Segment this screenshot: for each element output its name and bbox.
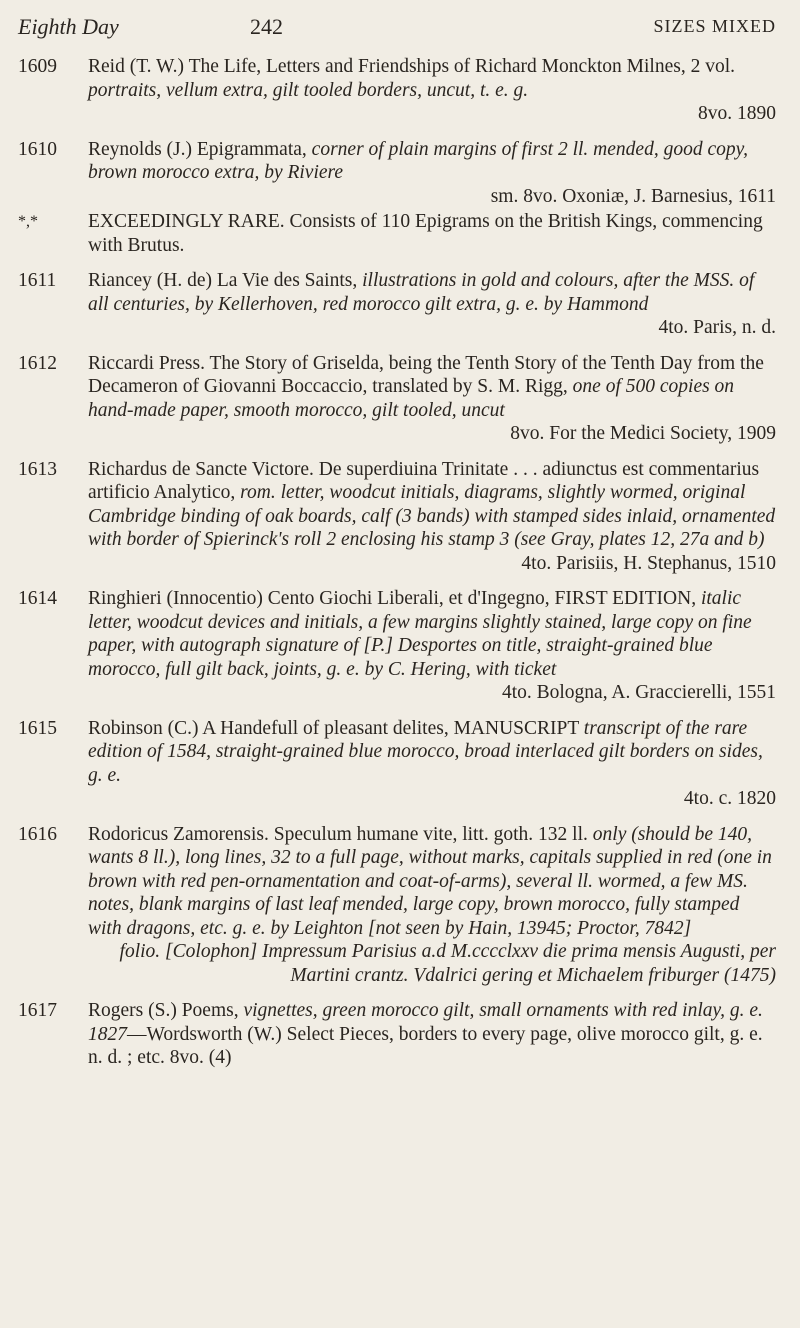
lot-entry [18, 458, 776, 576]
lot-title: Rogers (S.) Poems, [88, 1000, 244, 1021]
lot-imprint: 8vo. For the Medici Society, 1909 [510, 423, 776, 444]
lot-description [88, 55, 776, 126]
lot-title: Richardus de Sancte Victore. De superdiuina Trinitate . . . adiunctus est commentarius artificio Analytico, [88, 458, 760, 503]
lot-number: 1612 [18, 352, 57, 374]
lot-number: 1615 [18, 717, 57, 739]
lot-condition: portraits, vellum extra, gilt tooled borders, uncut, t. e. g. [88, 79, 529, 101]
lot-condition: rom. letter, woodcut initials, diagrams, slightly wormed, original Cambridge binding of oak boards, calf (3 bands) with stamped sides inlaid, ornamented with border of Spierinck's roll 2 enclosing his stamp 3 (see Gray, plates 12, 27a and b) [88, 482, 776, 550]
lot-note [18, 210, 776, 257]
note-text: EXCEEDINGLY RARE. Consists of 110 Epigrams on the British Kings, commencing with Brutus. [88, 211, 763, 256]
lot-title: Riccardi Press. The Story of Griselda, being the Tenth Story of the Tenth Day from the Decameron of Giovanni Boccaccio, translated by S. M. Rigg, [88, 352, 764, 397]
lot-description [88, 717, 776, 811]
lot-condition: italic letter, woodcut devices and initials, a few margins slightly stained, large copy on fine paper, with autograph signature of [P.] Desportes on title, straight-grained blue morocco, full gilt back, joints, g. e. by C. Hering, with ticket [88, 588, 752, 680]
lot-number: 1613 [18, 458, 57, 480]
lot-number: 1617 [18, 1000, 57, 1021]
lot-title: Reid (T. W.) The Life, Letters and Friendships of Richard Monckton Milnes, 2 vol. [88, 56, 736, 77]
lot-condition: one of 500 copies on hand-made paper, smooth morocco, gilt tooled, uncut [88, 376, 735, 421]
lot-description [88, 352, 776, 446]
lot-description [88, 138, 776, 209]
lot-description [88, 458, 776, 576]
lot-entry [18, 587, 776, 705]
lot-description [88, 587, 776, 705]
running-header [18, 14, 776, 44]
lot-description [88, 823, 776, 988]
lot-description [88, 999, 776, 1070]
lot-number: 1614 [18, 588, 57, 609]
lot-imprint: 4to. Bologna, A. Graccierelli, 1551 [501, 682, 776, 703]
lot-entry [18, 269, 776, 340]
lot-imprint: 8vo. 1890 [698, 103, 776, 124]
lot-title: Riancey (H. de) La Vie des Saints, [88, 270, 363, 291]
lot-entry [18, 999, 776, 1070]
lot-title: Ringhieri (Innocentio) Cento Giochi Liberali, et d'Ingegno, FIRST EDITION, [88, 588, 701, 609]
lot-entry [18, 352, 776, 446]
lot-imprint: folio. [Colophon] Impressum Parisius a.d M.cccclxxv die prima mensis Augusti, per Martini crantz. Vdalrici gering et Michaelem friburger (1475) [119, 941, 776, 986]
lot-number: 1616 [18, 823, 57, 845]
lot-condition: vignettes, green morocco gilt, small ornaments with red inlay, g. e. 1827 [88, 1000, 763, 1045]
section-heading: SIZES MIXED [653, 16, 776, 36]
lot-imprint: 4to. Parisiis, H. Stephanus, 1510 [521, 552, 776, 574]
lot-number: 1611 [18, 270, 57, 291]
lot-condition: corner of plain margins of first 2 ll. mended, good copy, brown morocco extra, by Riviere [88, 138, 749, 183]
lot-condition: illustrations in gold and colours, after the MSS. of all centuries, by Kellerhoven, red morocco gilt extra, g. e. by Hammond [88, 270, 755, 315]
lot-title: Rodoricus Zamorensis. Speculum humane vite, litt. goth. 132 ll. [88, 823, 593, 845]
lot-description [88, 269, 776, 340]
lot-imprint: —Wordsworth (W.) Select Pieces, borders to every page, olive morocco gilt, g. e. n. d. ; etc. 8vo. (4) [88, 1023, 763, 1068]
lot-entry [18, 138, 776, 209]
lot-number: 1609 [18, 56, 57, 77]
lot-imprint: 4to. Paris, n. d. [658, 317, 776, 338]
lot-condition: transcript of the rare edition of 1584, straight-grained blue morocco, broad interlaced gilt borders on sides, g. e. [88, 717, 763, 786]
page-number: 242 [250, 14, 283, 39]
lot-entry [18, 717, 776, 811]
day-heading: Eighth Day [18, 14, 119, 39]
lot-entry [18, 823, 776, 988]
lot-title: Reynolds (J.) Epigrammata, [88, 138, 312, 160]
lot-entry [18, 55, 776, 126]
lot-title: Robinson (C.) A Handefull of pleasant delites, MANUSCRIPT [88, 717, 584, 739]
lot-imprint: 4to. c. 1820 [683, 788, 776, 809]
asterism-icon: *,* [18, 213, 38, 230]
lot-list [18, 55, 776, 1082]
lot-number: 1610 [18, 138, 57, 160]
lot-condition: only (should be 140, wants 8 ll.), long lines, 32 to a full page, without marks, capitals supplied in red (one in brown with red pen-ornamentation and coat-of-arms), several ll. wormed, a few MS. notes, blank margins of last leaf mended, large copy, brown morocco, fully stamped with dragons, etc. g. e. by Leighton [not seen by Hain, 13945; Proctor, 7842] [88, 823, 772, 939]
lot-imprint: sm. 8vo. Oxoniæ, J. Barnesius, 1611 [490, 185, 776, 207]
